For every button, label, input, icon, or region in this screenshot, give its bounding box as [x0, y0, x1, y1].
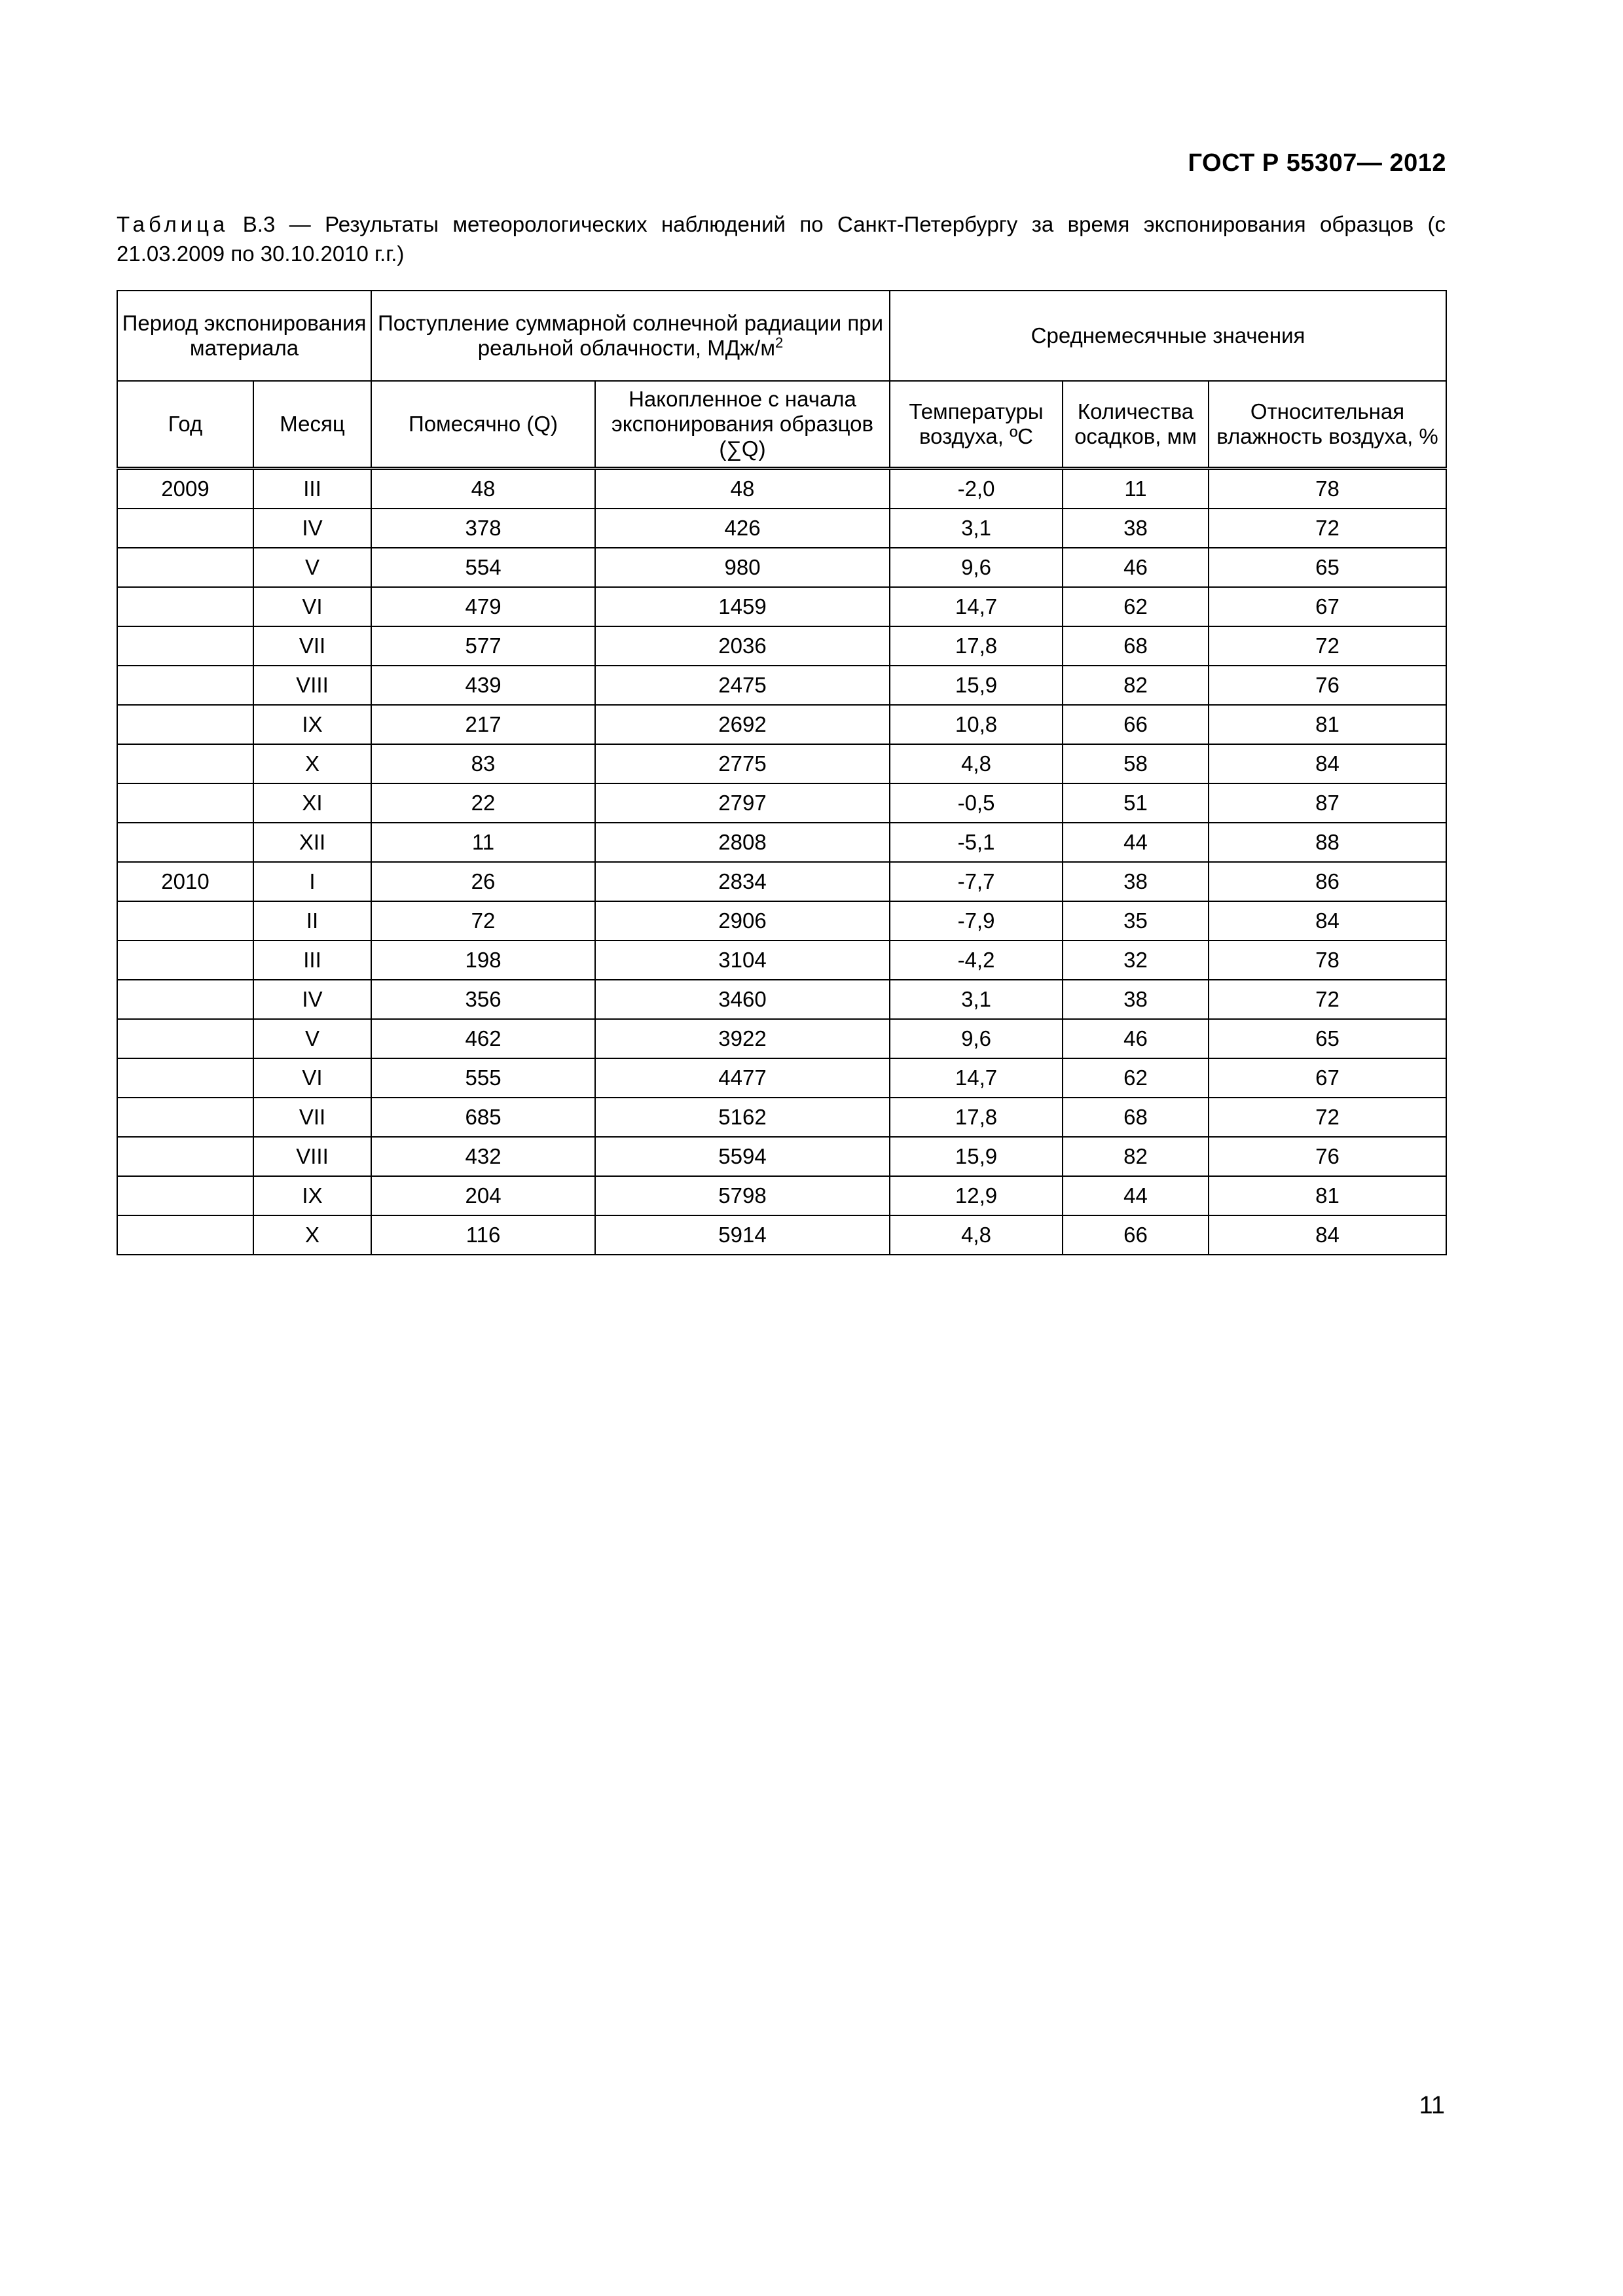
cell-month: III	[253, 469, 371, 509]
cell-monthly-q: 26	[371, 862, 595, 901]
cell-monthly-q: 577	[371, 626, 595, 666]
cell-cumulative-q: 1459	[595, 587, 890, 626]
cell-year	[117, 705, 253, 744]
cell-cumulative-q: 2906	[595, 901, 890, 941]
cell-humidity: 78	[1209, 469, 1446, 509]
cell-temperature: 17,8	[890, 1098, 1063, 1137]
cell-humidity: 81	[1209, 1176, 1446, 1215]
cell-monthly-q: 685	[371, 1098, 595, 1137]
cell-humidity: 88	[1209, 823, 1446, 862]
cell-temperature: 12,9	[890, 1176, 1063, 1215]
table-row	[117, 1019, 1446, 1058]
cell-temperature: 14,7	[890, 1058, 1063, 1098]
cell-precipitation: 82	[1063, 666, 1209, 705]
cell-month: VII	[253, 1098, 371, 1137]
cell-temperature: 10,8	[890, 705, 1063, 744]
cell-cumulative-q: 2834	[595, 862, 890, 901]
table-row	[117, 862, 1446, 901]
standard-header: ГОСТ Р 55307— 2012	[1188, 149, 1446, 177]
col-temperature: Температуры воздуха, ºС	[890, 381, 1063, 469]
cell-month: IV	[253, 509, 371, 548]
cell-temperature: -4,2	[890, 941, 1063, 980]
cell-cumulative-q: 2692	[595, 705, 890, 744]
table-row	[117, 587, 1446, 626]
caption-label: Таблица	[117, 212, 229, 236]
cell-humidity: 76	[1209, 1137, 1446, 1176]
cell-temperature: 15,9	[890, 666, 1063, 705]
cell-cumulative-q: 5594	[595, 1137, 890, 1176]
cell-year	[117, 1019, 253, 1058]
cell-cumulative-q: 3460	[595, 980, 890, 1019]
cell-humidity: 72	[1209, 980, 1446, 1019]
cell-humidity: 72	[1209, 509, 1446, 548]
col-year: Год	[117, 381, 253, 469]
col-monthly-q: Помесячно (Q)	[371, 381, 595, 469]
cell-month: IX	[253, 1176, 371, 1215]
table-row	[117, 469, 1446, 509]
cell-monthly-q: 22	[371, 783, 595, 823]
cell-year	[117, 901, 253, 941]
cell-year	[117, 783, 253, 823]
cell-temperature: 15,9	[890, 1137, 1063, 1176]
cell-year	[117, 1137, 253, 1176]
table-row	[117, 1098, 1446, 1137]
cell-humidity: 81	[1209, 705, 1446, 744]
cell-precipitation: 32	[1063, 941, 1209, 980]
cell-precipitation: 58	[1063, 744, 1209, 783]
cell-year	[117, 587, 253, 626]
cell-temperature: -5,1	[890, 823, 1063, 862]
cell-year	[117, 666, 253, 705]
table-row	[117, 1058, 1446, 1098]
cell-precipitation: 38	[1063, 980, 1209, 1019]
cell-year	[117, 941, 253, 980]
cell-year	[117, 744, 253, 783]
col-cumulative-q: Накопленное с начала экспонирования образцов (∑Q)	[595, 381, 890, 469]
cell-year	[117, 1098, 253, 1137]
cell-monthly-q: 83	[371, 744, 595, 783]
col-month: Месяц	[253, 381, 371, 469]
cell-month: VI	[253, 1058, 371, 1098]
cell-humidity: 72	[1209, 626, 1446, 666]
cell-cumulative-q: 5162	[595, 1098, 890, 1137]
cell-month: VIII	[253, 1137, 371, 1176]
cell-cumulative-q: 5798	[595, 1176, 890, 1215]
cell-cumulative-q: 48	[595, 469, 890, 509]
table-row	[117, 509, 1446, 548]
col-precipitation: Количества осадков, мм	[1063, 381, 1209, 469]
table-row	[117, 548, 1446, 587]
header-monthly: Среднемесячные значения	[890, 291, 1446, 381]
table-row	[117, 901, 1446, 941]
cell-precipitation: 38	[1063, 862, 1209, 901]
cell-cumulative-q: 2797	[595, 783, 890, 823]
cell-humidity: 67	[1209, 1058, 1446, 1098]
table-row	[117, 941, 1446, 980]
cell-humidity: 84	[1209, 901, 1446, 941]
cell-temperature: 3,1	[890, 509, 1063, 548]
cell-monthly-q: 356	[371, 980, 595, 1019]
cell-cumulative-q: 980	[595, 548, 890, 587]
cell-monthly-q: 439	[371, 666, 595, 705]
cell-precipitation: 46	[1063, 548, 1209, 587]
cell-month: VIII	[253, 666, 371, 705]
cell-month: IX	[253, 705, 371, 744]
cell-humidity: 87	[1209, 783, 1446, 823]
cell-month: V	[253, 1019, 371, 1058]
cell-year	[117, 980, 253, 1019]
cell-precipitation: 51	[1063, 783, 1209, 823]
cell-humidity: 76	[1209, 666, 1446, 705]
cell-monthly-q: 198	[371, 941, 595, 980]
cell-humidity: 65	[1209, 548, 1446, 587]
cell-temperature: 4,8	[890, 744, 1063, 783]
cell-year	[117, 1176, 253, 1215]
cell-humidity: 84	[1209, 1215, 1446, 1255]
cell-cumulative-q: 3922	[595, 1019, 890, 1058]
cell-monthly-q: 204	[371, 1176, 595, 1215]
cell-year: 2009	[117, 469, 253, 509]
cell-cumulative-q: 2036	[595, 626, 890, 666]
cell-precipitation: 66	[1063, 1215, 1209, 1255]
table-row	[117, 744, 1446, 783]
cell-precipitation: 62	[1063, 1058, 1209, 1098]
col-humidity: Относительная влажность воздуха, %	[1209, 381, 1446, 469]
cell-monthly-q: 378	[371, 509, 595, 548]
cell-humidity: 65	[1209, 1019, 1446, 1058]
page-number: 11	[1419, 2092, 1445, 2119]
cell-temperature: 3,1	[890, 980, 1063, 1019]
cell-month: V	[253, 548, 371, 587]
cell-temperature: 9,6	[890, 1019, 1063, 1058]
cell-month: IV	[253, 980, 371, 1019]
table-body	[117, 469, 1446, 1255]
cell-precipitation: 68	[1063, 1098, 1209, 1137]
table-row	[117, 1137, 1446, 1176]
table-row	[117, 666, 1446, 705]
cell-precipitation: 62	[1063, 587, 1209, 626]
cell-precipitation: 11	[1063, 469, 1209, 509]
cell-precipitation: 35	[1063, 901, 1209, 941]
cell-precipitation: 44	[1063, 1176, 1209, 1215]
cell-precipitation: 68	[1063, 626, 1209, 666]
cell-temperature: 17,8	[890, 626, 1063, 666]
table-row	[117, 626, 1446, 666]
cell-year: 2010	[117, 862, 253, 901]
table-row	[117, 783, 1446, 823]
table-row	[117, 823, 1446, 862]
cell-temperature: -7,9	[890, 901, 1063, 941]
cell-cumulative-q: 426	[595, 509, 890, 548]
table-row	[117, 705, 1446, 744]
cell-month: I	[253, 862, 371, 901]
cell-month: III	[253, 941, 371, 980]
cell-cumulative-q: 2808	[595, 823, 890, 862]
cell-monthly-q: 479	[371, 587, 595, 626]
cell-temperature: -0,5	[890, 783, 1063, 823]
cell-humidity: 78	[1209, 941, 1446, 980]
cell-month: XII	[253, 823, 371, 862]
cell-precipitation: 44	[1063, 823, 1209, 862]
cell-month: XI	[253, 783, 371, 823]
cell-month: II	[253, 901, 371, 941]
cell-month: X	[253, 1215, 371, 1255]
cell-year	[117, 1058, 253, 1098]
cell-monthly-q: 432	[371, 1137, 595, 1176]
cell-cumulative-q: 2475	[595, 666, 890, 705]
cell-monthly-q: 462	[371, 1019, 595, 1058]
cell-year	[117, 509, 253, 548]
cell-year	[117, 823, 253, 862]
cell-monthly-q: 11	[371, 823, 595, 862]
cell-month: VI	[253, 587, 371, 626]
header-radiation-text: Поступление суммарной солнечной радиации при реальной облачности, МДж/м	[377, 311, 884, 360]
cell-temperature: 9,6	[890, 548, 1063, 587]
table-row	[117, 1215, 1446, 1255]
cell-cumulative-q: 3104	[595, 941, 890, 980]
cell-humidity: 72	[1209, 1098, 1446, 1137]
cell-monthly-q: 555	[371, 1058, 595, 1098]
cell-precipitation: 82	[1063, 1137, 1209, 1176]
cell-humidity: 86	[1209, 862, 1446, 901]
cell-temperature: -7,7	[890, 862, 1063, 901]
cell-year	[117, 626, 253, 666]
cell-month: VII	[253, 626, 371, 666]
cell-precipitation: 38	[1063, 509, 1209, 548]
caption-text: В.3 — Результаты метеорологических наблюдений по Санкт-Петербургу за время экспонирования образцов (с 21.03.2009 по 30.10.2010 г.г.)	[117, 212, 1446, 266]
cell-cumulative-q: 2775	[595, 744, 890, 783]
cell-precipitation: 66	[1063, 705, 1209, 744]
table-row	[117, 1176, 1446, 1215]
cell-temperature: 14,7	[890, 587, 1063, 626]
cell-month: X	[253, 744, 371, 783]
cell-year	[117, 548, 253, 587]
cell-humidity: 67	[1209, 587, 1446, 626]
cell-monthly-q: 217	[371, 705, 595, 744]
cell-monthly-q: 554	[371, 548, 595, 587]
cell-humidity: 84	[1209, 744, 1446, 783]
header-radiation-sup: 2	[775, 334, 784, 351]
cell-temperature: 4,8	[890, 1215, 1063, 1255]
cell-monthly-q: 48	[371, 469, 595, 509]
header-period: Период экспонирования материала	[117, 291, 371, 381]
cell-temperature: -2,0	[890, 469, 1063, 509]
weather-table	[117, 290, 1447, 1255]
cell-year	[117, 1215, 253, 1255]
table-row	[117, 980, 1446, 1019]
cell-monthly-q: 72	[371, 901, 595, 941]
cell-cumulative-q: 5914	[595, 1215, 890, 1255]
header-radiation	[371, 291, 890, 381]
cell-precipitation: 46	[1063, 1019, 1209, 1058]
cell-cumulative-q: 4477	[595, 1058, 890, 1098]
table-caption	[117, 209, 1446, 268]
cell-monthly-q: 116	[371, 1215, 595, 1255]
